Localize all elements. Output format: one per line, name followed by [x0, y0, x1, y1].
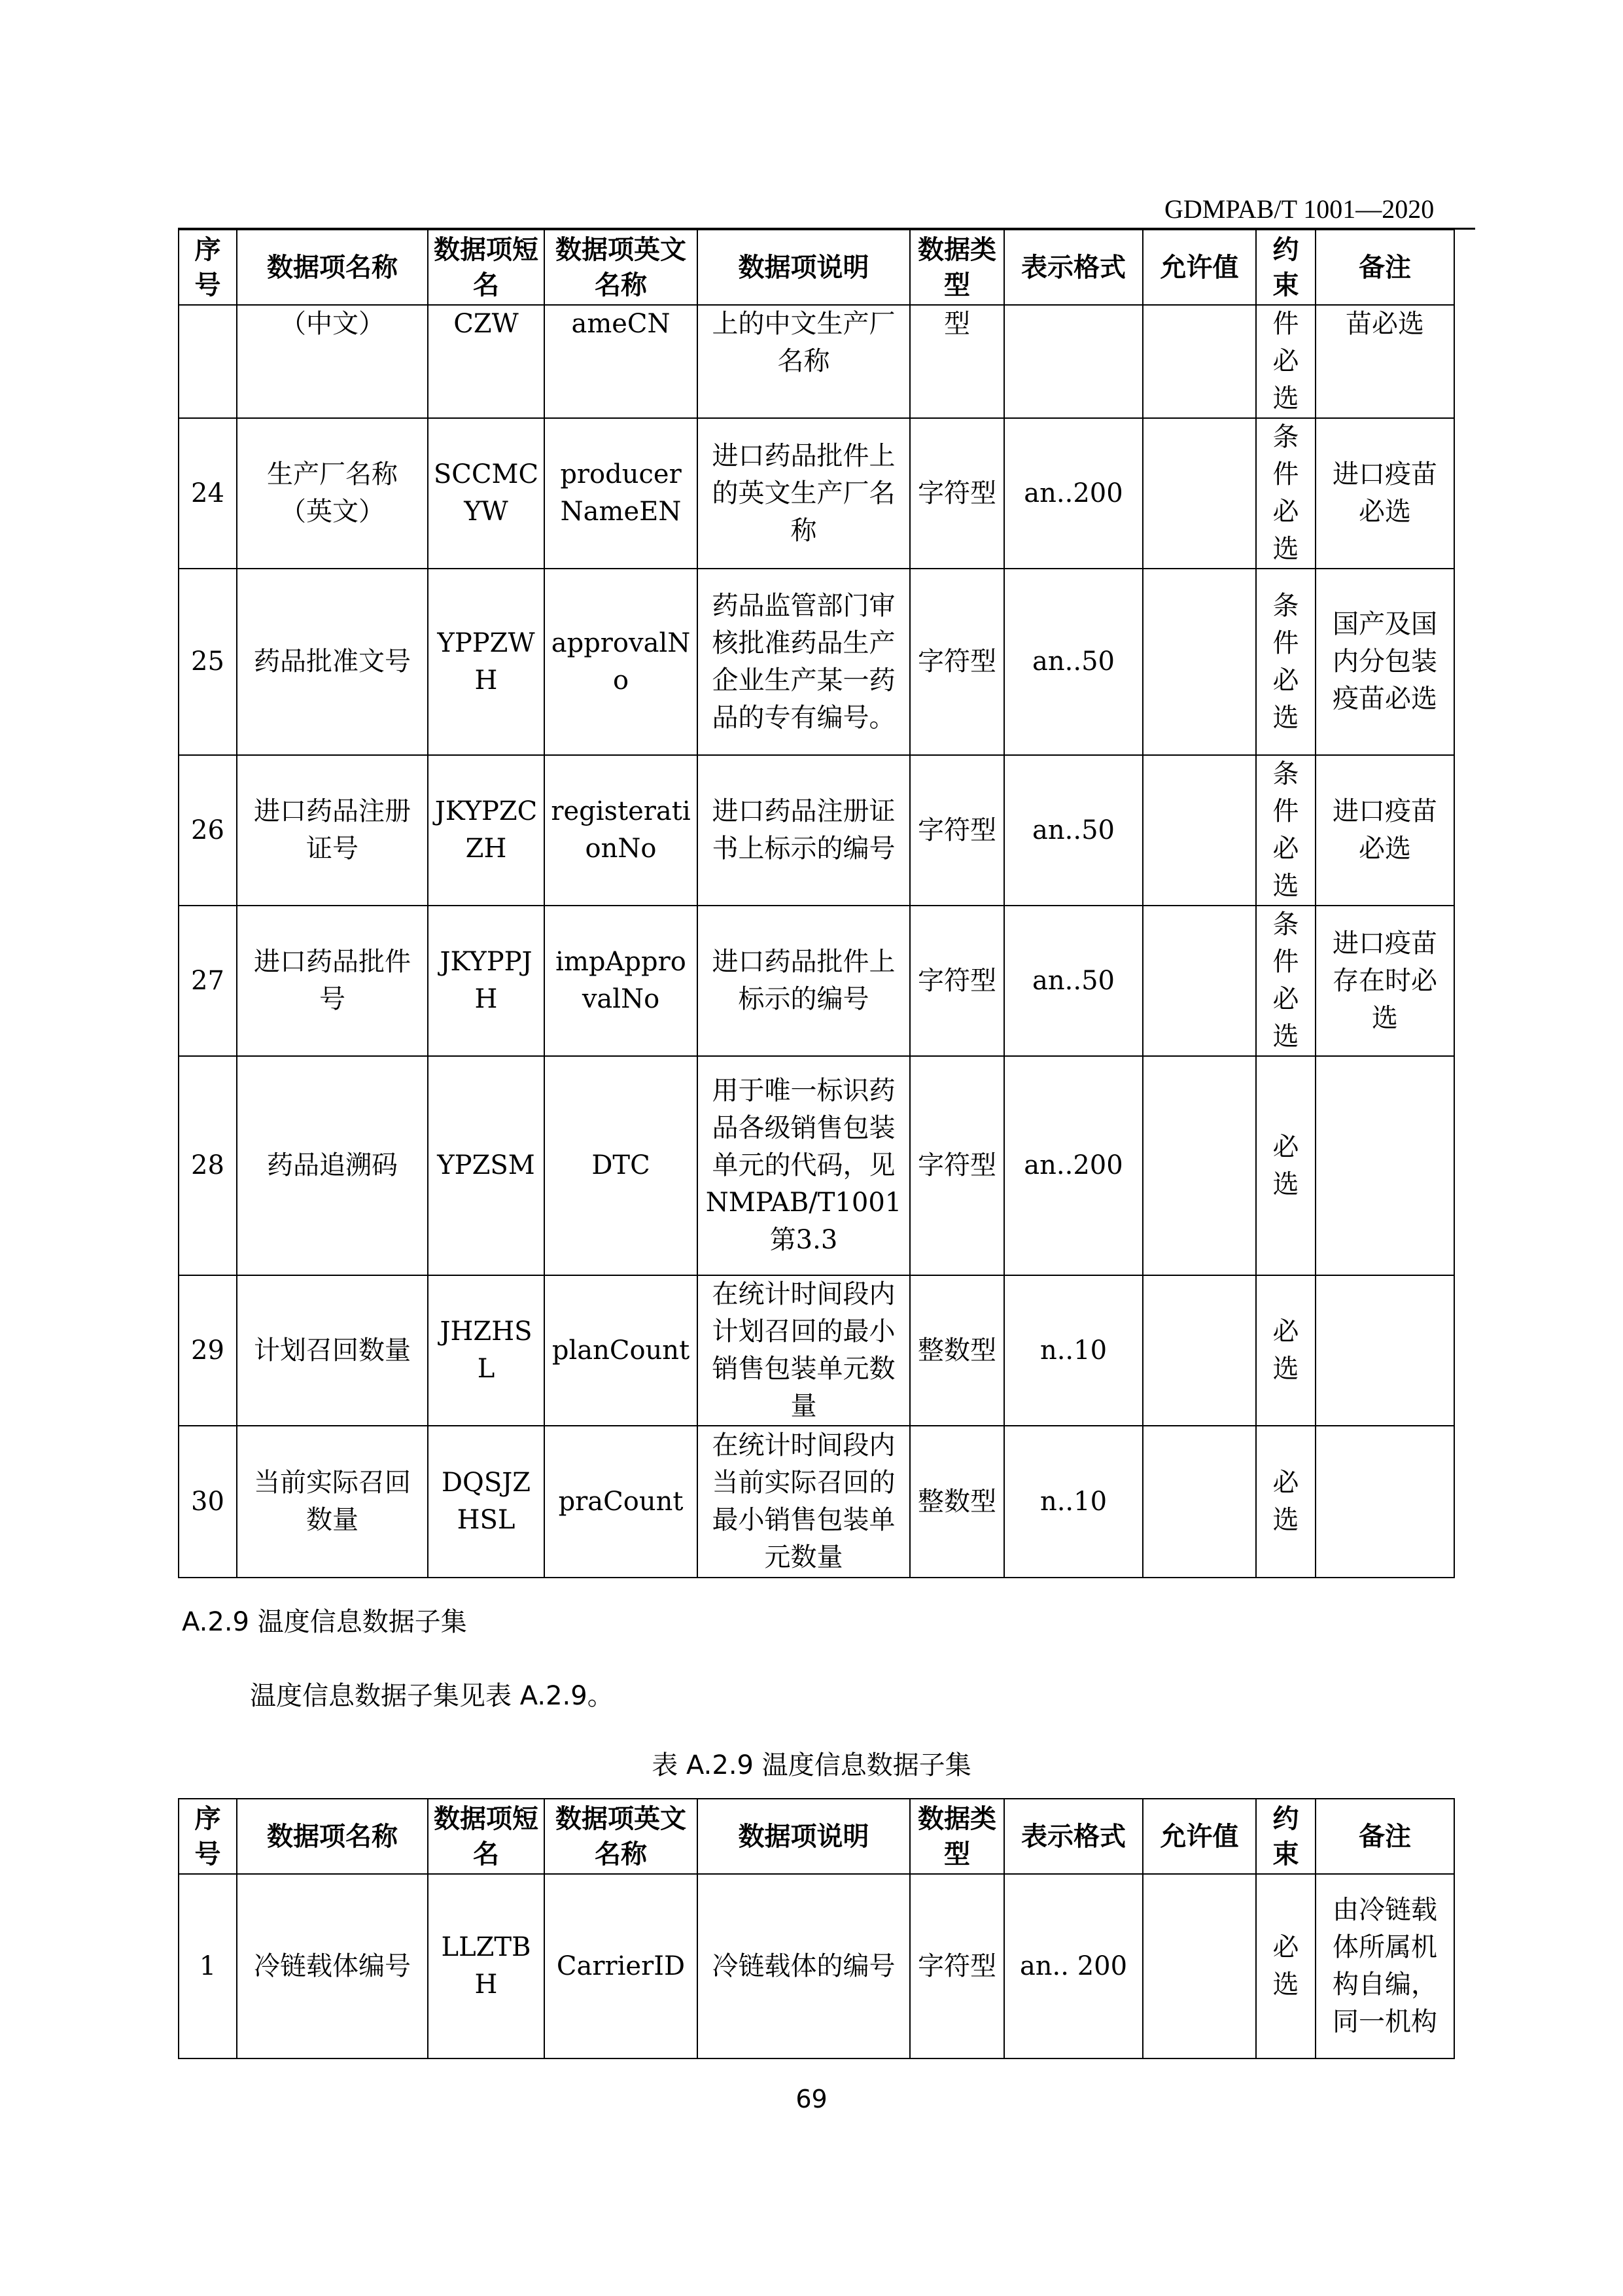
- cell-allowed-values: [1143, 569, 1256, 755]
- col-header-english-name: 数据项英文名称: [544, 1799, 697, 1874]
- cell-name: 进口药品批件号: [237, 906, 428, 1056]
- cell-english-name: planCount: [544, 1275, 697, 1426]
- table-row: [179, 1056, 1454, 1275]
- col-header-short-name: 数据项短名: [428, 1799, 544, 1874]
- cell-name: 当前实际召回数量: [237, 1426, 428, 1578]
- cell-short-name: JKYPZCZH: [428, 755, 544, 906]
- cell-short-name: YPZSM: [428, 1056, 544, 1275]
- col-header-remarks: 备注: [1316, 1799, 1454, 1874]
- col-header-constraint: 约束: [1256, 1799, 1316, 1874]
- cell-format: an..50: [1004, 755, 1143, 906]
- col-header-description: 数据项说明: [697, 1799, 910, 1874]
- table-row: [179, 1275, 1454, 1426]
- cell-format: an..200: [1004, 418, 1143, 569]
- cell-seq: 1: [179, 1874, 237, 2058]
- cell-short-name: CZW: [428, 305, 544, 418]
- cell-seq: 30: [179, 1426, 237, 1578]
- table-row: [179, 418, 1454, 569]
- table-row: [179, 1874, 1454, 2058]
- col-header-format: 表示格式: [1004, 1799, 1143, 1874]
- cell-allowed-values: [1143, 418, 1256, 569]
- page-number: 69: [795, 2085, 828, 2113]
- cell-name: （中文）: [237, 305, 428, 418]
- cell-allowed-values: [1143, 755, 1256, 906]
- cell-english-name: CarrierID: [544, 1874, 697, 2058]
- cell-data-type: 字符型: [910, 906, 1004, 1056]
- col-header-english-name: 数据项英文名称: [544, 230, 697, 305]
- cell-format: an..50: [1004, 906, 1143, 1056]
- table-row: [179, 755, 1454, 906]
- cell-remarks: 国产及国内分包装疫苗必选: [1316, 569, 1454, 755]
- cell-allowed-values: [1143, 305, 1256, 418]
- cell-data-type: 字符型: [910, 755, 1004, 906]
- table-row: [179, 1426, 1454, 1578]
- section-body-text: 温度信息数据子集见表 A.2.9。: [250, 1681, 614, 1711]
- cell-allowed-values: [1143, 1426, 1256, 1578]
- cell-remarks: 苗必选: [1316, 305, 1454, 418]
- cell-data-type: 型: [910, 305, 1004, 418]
- cell-seq: 29: [179, 1275, 237, 1426]
- cell-data-type: 整数型: [910, 1275, 1004, 1426]
- cell-constraint: 必选: [1256, 1874, 1316, 2058]
- cell-description: 上的中文生产厂名称: [697, 305, 910, 418]
- cell-data-type: 整数型: [910, 1426, 1004, 1578]
- cell-short-name: DQSJZHSL: [428, 1426, 544, 1578]
- col-header-constraint: 约束: [1256, 230, 1316, 305]
- cell-short-name: JHZHSL: [428, 1275, 544, 1426]
- cell-seq: 24: [179, 418, 237, 569]
- temperature-data-table: [178, 1798, 1455, 2059]
- col-header-description: 数据项说明: [697, 230, 910, 305]
- cell-name: 进口药品注册证号: [237, 755, 428, 906]
- cell-allowed-values: [1143, 906, 1256, 1056]
- cell-seq: 27: [179, 906, 237, 1056]
- col-header-seq: 序号: [179, 1799, 237, 1874]
- cell-description: 进口药品批件上标示的编号: [697, 906, 910, 1056]
- cell-remarks: 进口疫苗必选: [1316, 418, 1454, 569]
- cell-format: n..10: [1004, 1275, 1143, 1426]
- cell-format: an..200: [1004, 1056, 1143, 1275]
- cell-name: 药品批准文号: [237, 569, 428, 755]
- col-header-data-type: 数据类型: [910, 1799, 1004, 1874]
- cell-remarks: 由冷链载体所属机构自编，同一机构: [1316, 1874, 1454, 2058]
- cell-remarks: [1316, 1426, 1454, 1578]
- cell-format: an..50: [1004, 569, 1143, 755]
- cell-short-name: JKYPPJH: [428, 906, 544, 1056]
- cell-remarks: 进口疫苗存在时必选: [1316, 906, 1454, 1056]
- col-header-short-name: 数据项短名: [428, 230, 544, 305]
- cell-english-name: approvalNo: [544, 569, 697, 755]
- cell-seq: [179, 305, 237, 418]
- cell-allowed-values: [1143, 1275, 1256, 1426]
- cell-short-name: YPPZWH: [428, 569, 544, 755]
- cell-english-name: producerNameEN: [544, 418, 697, 569]
- cell-constraint: 件必选: [1256, 305, 1316, 418]
- cell-description: 进口药品注册证书上标示的编号: [697, 755, 910, 906]
- cell-description: 药品监管部门审核批准药品生产企业生产某一药品的专有编号。: [697, 569, 910, 755]
- cell-format: an.. 200: [1004, 1874, 1143, 2058]
- section-heading: A.2.9 温度信息数据子集: [182, 1607, 467, 1637]
- cell-name: 冷链载体编号: [237, 1874, 428, 2058]
- cell-allowed-values: [1143, 1056, 1256, 1275]
- col-header-format: 表示格式: [1004, 230, 1143, 305]
- cell-description: 在统计时间段内计划召回的最小销售包装单元数量: [697, 1275, 910, 1426]
- table-row: [179, 906, 1454, 1056]
- table-header-row: [179, 1799, 1454, 1874]
- cell-constraint: 必选: [1256, 1275, 1316, 1426]
- cell-english-name: impApprovalNo: [544, 906, 697, 1056]
- cell-constraint: 条件必选: [1256, 906, 1316, 1056]
- table-header-row: [179, 230, 1454, 305]
- cell-data-type: 字符型: [910, 418, 1004, 569]
- cell-remarks: [1316, 1056, 1454, 1275]
- col-header-data-type: 数据类型: [910, 230, 1004, 305]
- cell-constraint: 条件必选: [1256, 418, 1316, 569]
- cell-format: n..10: [1004, 1426, 1143, 1578]
- cell-constraint: 必选: [1256, 1056, 1316, 1275]
- cell-description: 用于唯一标识药品各级销售包装单元的代码，见NMPAB/T1001第3.3: [697, 1056, 910, 1275]
- table-caption: 表 A.2.9 温度信息数据子集: [652, 1750, 971, 1780]
- cell-description: 在统计时间段内当前实际召回的最小销售包装单元数量: [697, 1426, 910, 1578]
- cell-seq: 26: [179, 755, 237, 906]
- table-row: [179, 569, 1454, 755]
- cell-remarks: [1316, 1275, 1454, 1426]
- cell-english-name: ameCN: [544, 305, 697, 418]
- cell-data-type: 字符型: [910, 569, 1004, 755]
- col-header-name: 数据项名称: [237, 1799, 428, 1874]
- col-header-allowed-values: 允许值: [1143, 1799, 1256, 1874]
- document-code: GDMPAB/T 1001—2020: [1164, 194, 1435, 224]
- cell-english-name: registerationNo: [544, 755, 697, 906]
- cell-short-name: SCCMCYW: [428, 418, 544, 569]
- table-row: [179, 305, 1454, 418]
- cell-short-name: LLZTBH: [428, 1874, 544, 2058]
- cell-english-name: praCount: [544, 1426, 697, 1578]
- cell-data-type: 字符型: [910, 1874, 1004, 2058]
- cell-data-type: 字符型: [910, 1056, 1004, 1275]
- data-table-continued: [178, 229, 1455, 1578]
- cell-constraint: 必选: [1256, 1426, 1316, 1578]
- cell-seq: 28: [179, 1056, 237, 1275]
- cell-constraint: 条件必选: [1256, 755, 1316, 906]
- cell-description: 进口药品批件上的英文生产厂名称: [697, 418, 910, 569]
- cell-allowed-values: [1143, 1874, 1256, 2058]
- cell-constraint: 条件必选: [1256, 569, 1316, 755]
- col-header-remarks: 备注: [1316, 230, 1454, 305]
- cell-name: 生产厂名称（英文）: [237, 418, 428, 569]
- cell-remarks: 进口疫苗必选: [1316, 755, 1454, 906]
- cell-seq: 25: [179, 569, 237, 755]
- cell-name: 药品追溯码: [237, 1056, 428, 1275]
- cell-description: 冷链载体的编号: [697, 1874, 910, 2058]
- cell-english-name: DTC: [544, 1056, 697, 1275]
- cell-format: [1004, 305, 1143, 418]
- cell-name: 计划召回数量: [237, 1275, 428, 1426]
- col-header-allowed-values: 允许值: [1143, 230, 1256, 305]
- col-header-name: 数据项名称: [237, 230, 428, 305]
- col-header-seq: 序号: [179, 230, 237, 305]
